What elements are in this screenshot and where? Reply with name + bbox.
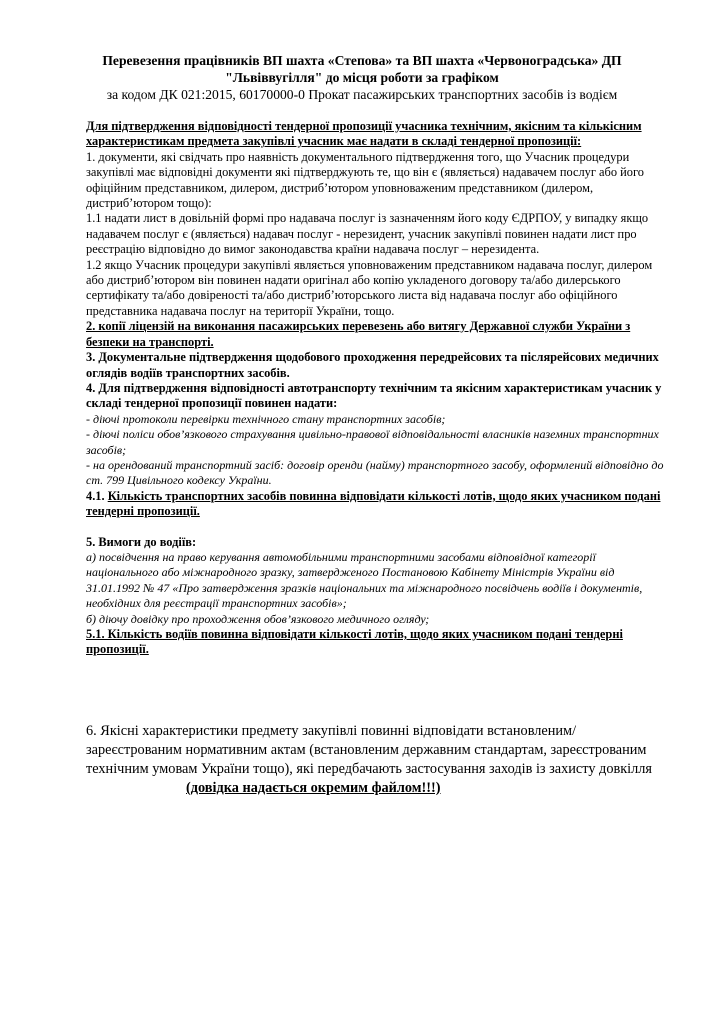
item-4-1-number: 4.1. [86,488,108,503]
item-4-1 [86,489,671,520]
item-5-a: а) посвідчення на право керування автомобільними транспортними засобами відповідної категорії національного або міжнародного зразку, затвердженого Постановою Кабінету Міністрів України від 31.01.1992 № 47 «Про затвердження зразків національних та міжнародного посвідчень водіїв і документів, необхідних для реєстрації транспортних засобів»; [86,549,643,611]
title-line-3: за кодом ДК 021:2015, 60170000-0 Прокат пасажирських транспортних засобів із водієм [106,87,618,102]
item-4: 4. Для підтвердження відповідності автотранспорту технічним та якісним характеристикам учасник у складі тендерної пропозиції повинен надати: [86,380,662,411]
item-6 [86,722,671,798]
requirements-body [86,119,671,658]
item-4-list-1: - діючі протоколи перевірки технічного стану транспортних засобів; [86,411,446,426]
intro-paragraph: Для підтвердження відповідності тендерної пропозиції учасника технічним, якісним та кількісним характеристикам предмета закупівлі учасник має надати в складі тендерної пропозиції: [86,119,642,149]
title-line-1: Перевезення працівників ВП шахта «Степова» та ВП шахта «Червоноградська» ДП [102,53,622,68]
item-5-1: 5.1. Кількість водіїв повинна відповідати кількості лотів, щодо яких учасником подані тендерні пропозиції. [86,627,623,657]
item-3: 3. Документальне підтвердження щодобового проходження передрейсових та післярейсових медичних оглядів водіїв транспортних засобів. [86,350,659,380]
item-6-text: 6. Якісні характеристики предмету закупівлі повинні відповідати встановленим/зареєстрованим нормативним актам (встановленим державним стандартам, зареєстрованим технічним умовам України тощо), які передбачають застосування заходів із захисту довкілля [86,723,652,777]
item-5-title: 5. Вимоги до водіїв: [86,534,197,549]
item-4-1-text: Кількість транспортних засобів повинна відповідати кількості лотів, щодо яких учасником подані тендерні пропозиції. [86,488,661,519]
item-2: 2. копії ліцензій на виконання пасажирських перевезень або витягу Державної служби України з безпеки на транспорті. [86,319,631,349]
item-4-list-2: - діючі поліси обов’язкового страхування цивільно-правової відповідальності власників наземних транспортних засобів; [86,427,659,457]
item-4-list-3: - на орендований транспортний засіб: договір оренди (найму) транспортного засобу, оформлений відповідно до ст. 799 Цивільного кодексу України. [86,457,664,488]
item-6-note: (довідка надається окремим файлом!!!) [186,780,441,796]
item-1: 1. документи, які свідчать про наявність документального підтвердження того, що Учасник процедури закупівлі має відповідні документи які підтверджують те, що він є (являється) надавачем послуг або його офіційним представником, дилером, дистриб’ютором уповноваженим представником (дилером, дистриб’ютором тощо): [86,149,644,211]
document-title [60,52,664,103]
spacer [86,520,671,535]
item-1-1: 1.1 надати лист в довільній формі про надавача послуг із зазначенням його коду ЄДРПОУ, у випадку якщо надавачем послуг є (являється) надавач послуг - нерезидент, учасник закупівлі повинен надати лист про реєстрацію відповідно до вимог законодавства країни надавача послуг – нерезидента. [86,211,649,257]
item-1-2: 1.2 якщо Учасник процедури закупівлі являється уповноваженим представником надавача послуг, дилером або дистриб’ютором він повинен надати оригінал або копію укладеного договору та/або дилерського сертифікату та/або довіреності та/або дистриб’юторського листа від надавача послуг або офіційного представника надавача послуг на території України, тощо. [86,257,653,318]
title-line-2: "Львіввугілля" до місця роботи за графіком [225,70,499,85]
item-6-paragraph [86,722,671,798]
item-5-b: б) діючу довідку про проходження обов’язкового медичного огляду; [86,611,430,626]
